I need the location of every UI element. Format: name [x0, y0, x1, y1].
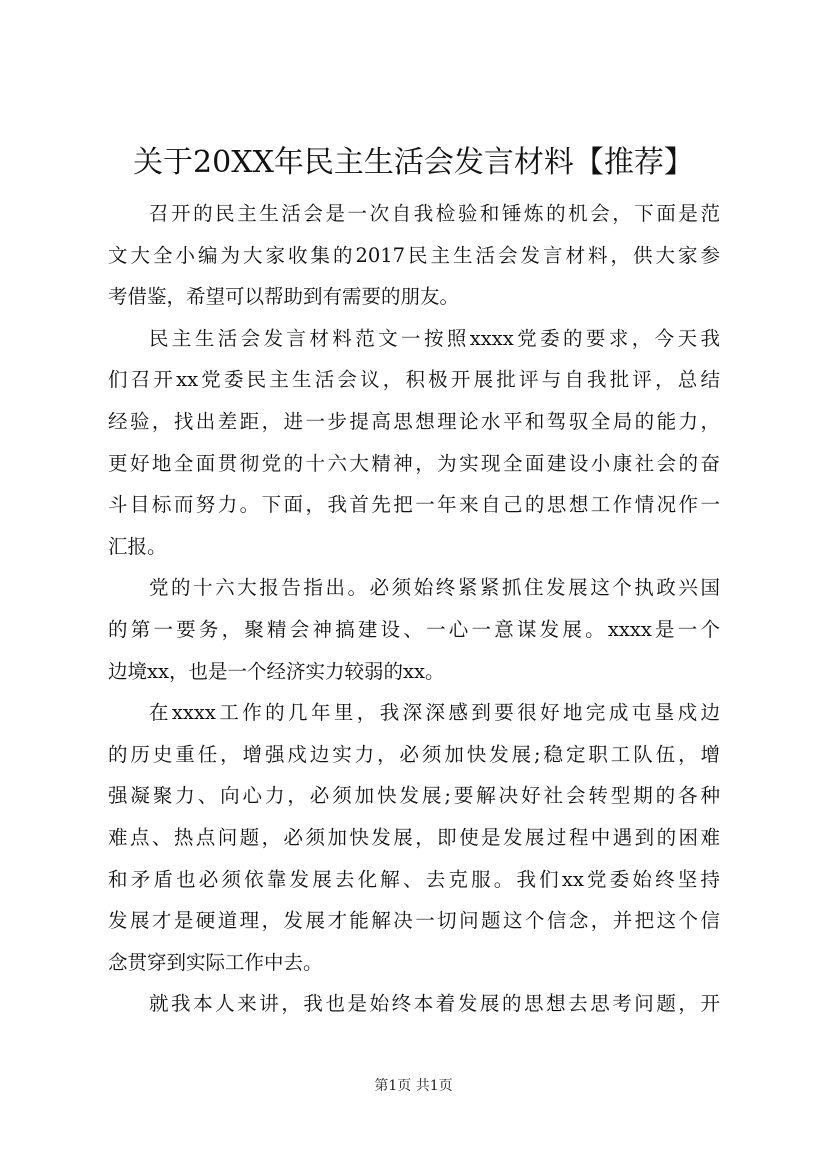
paragraph-line: 的历史重任，增强戍边实力，必须加快发展;稳定职工队伍，增: [108, 742, 720, 766]
paragraph-line: 汇报。: [108, 534, 167, 558]
paragraph-line: 就我本人来讲，我也是始终本着发展的思想去思考问题，开: [149, 992, 720, 1016]
paragraph-line: 的第一要务，聚精会神搞建设、一心一意谋发展。xxxx是一个: [108, 617, 720, 641]
paragraph-line: 边境xx，也是一个经济实力较弱的xx。: [108, 659, 445, 683]
document-body: [108, 193, 720, 1025]
paragraph-line: 和矛盾也必须依靠发展去化解、去克服。我们xx党委始终坚持: [108, 867, 720, 891]
paragraph-line: 召开的民主生活会是一次自我检验和锤炼的机会，下面是范: [149, 202, 720, 225]
paragraph-line: 更好地全面贯彻党的十六大精神，为实现全面建设小康社会的奋: [108, 451, 720, 475]
paragraph-line: 发展才是硬道理，发展才能解决一切问题这个信念，并把这个信: [108, 909, 720, 933]
paragraph-line: 在xxxx工作的几年里，我深深感到要很好地完成屯垦戍边: [149, 701, 720, 725]
paragraph-line: 斗目标而努力。下面，我首先把一年来自己的思想工作情况作一: [108, 493, 720, 517]
paragraph-line: 们召开xx党委民主生活会议，积极开展批评与自我批评，总结: [108, 368, 720, 392]
paragraph-line: 民主生活会发言材料范文一按照xxxx党委的要求，今天我: [149, 326, 720, 350]
page-footer: 第1页 共1页: [374, 1078, 453, 1094]
paragraph-line: 考借鉴，希望可以帮助到有需要的朋友。: [108, 285, 460, 309]
document-title: 关于20XX年民主生活会发言材料【推荐】: [133, 145, 694, 180]
paragraph-line: 难点、热点问题，必须加快发展，即使是发展过程中遇到的困难: [108, 825, 720, 849]
paragraph-line: 党的十六大报告指出。必须始终紧紧抓住发展这个执政兴国: [149, 576, 720, 600]
paragraph-line: 经验，找出差距，进一步提高思想理论水平和驾驭全局的能力，: [108, 409, 720, 433]
paragraph-line: 念贯穿到实际工作中去。: [108, 950, 323, 974]
paragraph-line: 强凝聚力、向心力，必须加快发展;要解决好社会转型期的各种: [108, 784, 720, 808]
paragraph-line: 文大全小编为大家收集的2017民主生活会发言材料，供大家参: [108, 243, 720, 267]
